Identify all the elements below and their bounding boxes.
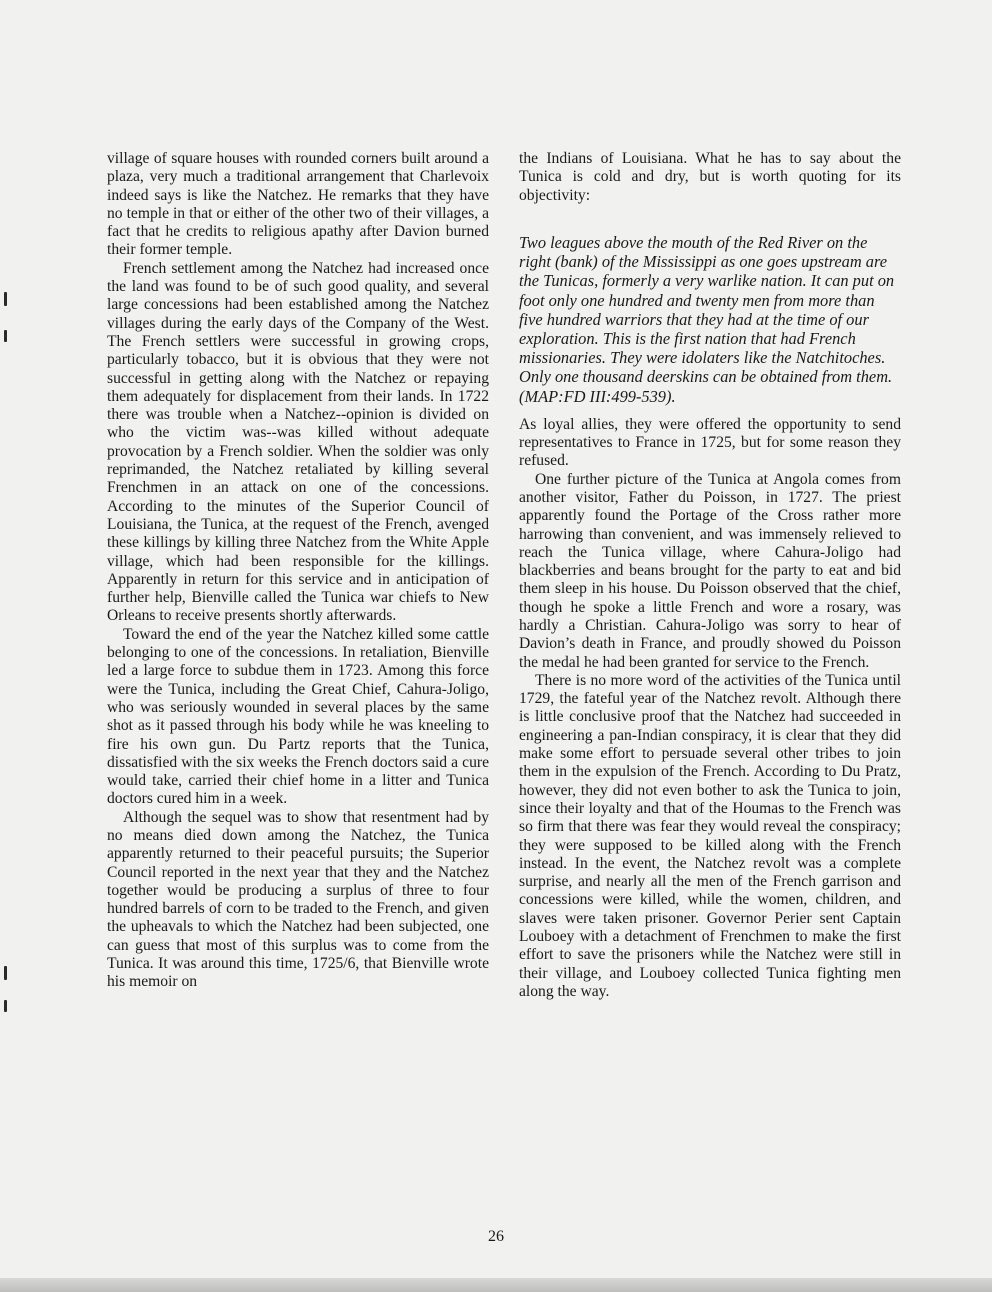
binding-mark (4, 966, 7, 980)
paragraph: Although the sequel was to show that resentment had by no means died down among the Natchez, the Tunica apparently returned to their peaceful pursuits; the Superior Council reported in the next year that they and the Natchez together would be producing a surplus of three to four hundred barrels of corn to be traded to the French, and given the upheavals to which the Natchez had been subjected, one can guess that most of this surplus was to come from the Tunica. It was around this time, 1725/6, that Bienville wrote his memoir on (107, 808, 489, 991)
paragraph: Toward the end of the year the Natchez killed some cattle belonging to one of the concessions. In retaliation, Bienville led a large force to subdue them in 1723. Among this force were the Tunica, including the Great Chief, Cahura-Joligo, who was seriously wounded in several places by the same shot as it passed through his body while he was kneeling to fire his own gun. Du Partz reports that the Tunica, dissatisfied with the six weeks the French doctors said a cure would take, carried their chief home in a litter and Tunica doctors cured him in a week. (107, 625, 489, 808)
binding-mark (4, 330, 7, 342)
right-column (519, 150, 901, 1001)
page-number: 26 (488, 1228, 504, 1245)
binding-mark (4, 1000, 7, 1012)
binding-mark (4, 292, 7, 306)
paragraph: village of square houses with rounded corners built around a plaza, very much a traditional arrangement that Charlevoix indeed says is like the Natchez. He remarks that they have no temple in that or either of the other two of their villages, a fact that he credits to religious apathy after Davion burned their former temple. (107, 150, 489, 259)
page-edge (0, 1278, 992, 1292)
paragraph: French settlement among the Natchez had increased once the land was found to be of such good quality, and several large concessions had been established among the Natchez villages during the early days of the Company of the West. The French settlers were successful in growing crops, particularly tobacco, but it is obvious that they were not successful in getting along with the Natchez or repaying them adequately for displacement from their lands. In 1722 there was trouble when a Natchez--opinion is divided on who the victim was--was killed without adequate provocation by a French soldier. When the soldier was only reprimanded, the Natchez retaliated by killing several Frenchmen in an attack on one of the concessions. According to the minutes of the Superior Council of Louisiana, the Tunica, at the request of the French, avenged these killings by killing three Natchez from the White Apple village, which had been responsible for the killings. Apparently in return for this service and in anticipation of further help, Bienville called the Tunica war chiefs to New Orleans to receive presents shortly afterwards. (107, 259, 489, 625)
left-column (107, 150, 489, 992)
paragraph: the Indians of Louisiana. What he has to say about the Tunica is cold and dry, but is worth quoting for its objectivity: (519, 150, 901, 204)
paragraph: As loyal allies, they were offered the opportunity to send representatives to France in 1725, but for some reason they refused. (519, 415, 901, 470)
paragraph: There is no more word of the activities of the Tunica until 1729, the fateful year of the Natchez revolt. Although there is little conclusive proof that the Natchez had succeeded in engineering a pan-Indian conspiracy, it is clear that they did make some effort to persuade several other tribes to join them in the expulsion of the French. According to Du Pratz, however, they did not even bother to ask the Tunica to join, since their loyalty and that of the Houmas to the French was so firm that there was fear they would reveal the conspiracy; they were supposed to be killed along with the French instead. In the event, the Natchez revolt was a complete surprise, and nearly all the men of the French garrison and concessions were killed, while the women, children, and slaves were taken prisoner. Governor Perier sent Captain Louboey with a detachment of Frenchmen to make the first effort to save the prisoners while the Natchez were still in their village, and Louboey collected Tunica fighting men along the way. (519, 671, 901, 1000)
block-quote: Two leagues above the mouth of the Red River on the right (bank) of the Mississippi as one goes upstream are the Tunicas, formerly a very warlike nation. It can put on foot only one hundred and twenty men from more than five hundred warriors that they had at the time of our exploration. This is the first nation that had French missionaries. They were idolaters like the Natchitoches. Only one thousand deerskins can be obtained from them. (MAP:FD III:499-539). (519, 232, 895, 406)
paragraph: One further picture of the Tunica at Angola comes from another visitor, Father du Poisson, in 1727. The priest apparently found the Portage of the Cross rather more harrowing than convenient, and was immensely relieved to reach the Tunica village, where Cahura-Joligo had blackberries and beans brought for the party to eat and bid them sleep in his house. Du Poisson observed that the chief, though he spoke a little French and wore a rosary, was hardly a Christian. Cahura-Joligo was sorry to hear of Davion’s death in France, and proudly showed du Poisson the medal he had been granted for service to the French. (519, 470, 901, 671)
